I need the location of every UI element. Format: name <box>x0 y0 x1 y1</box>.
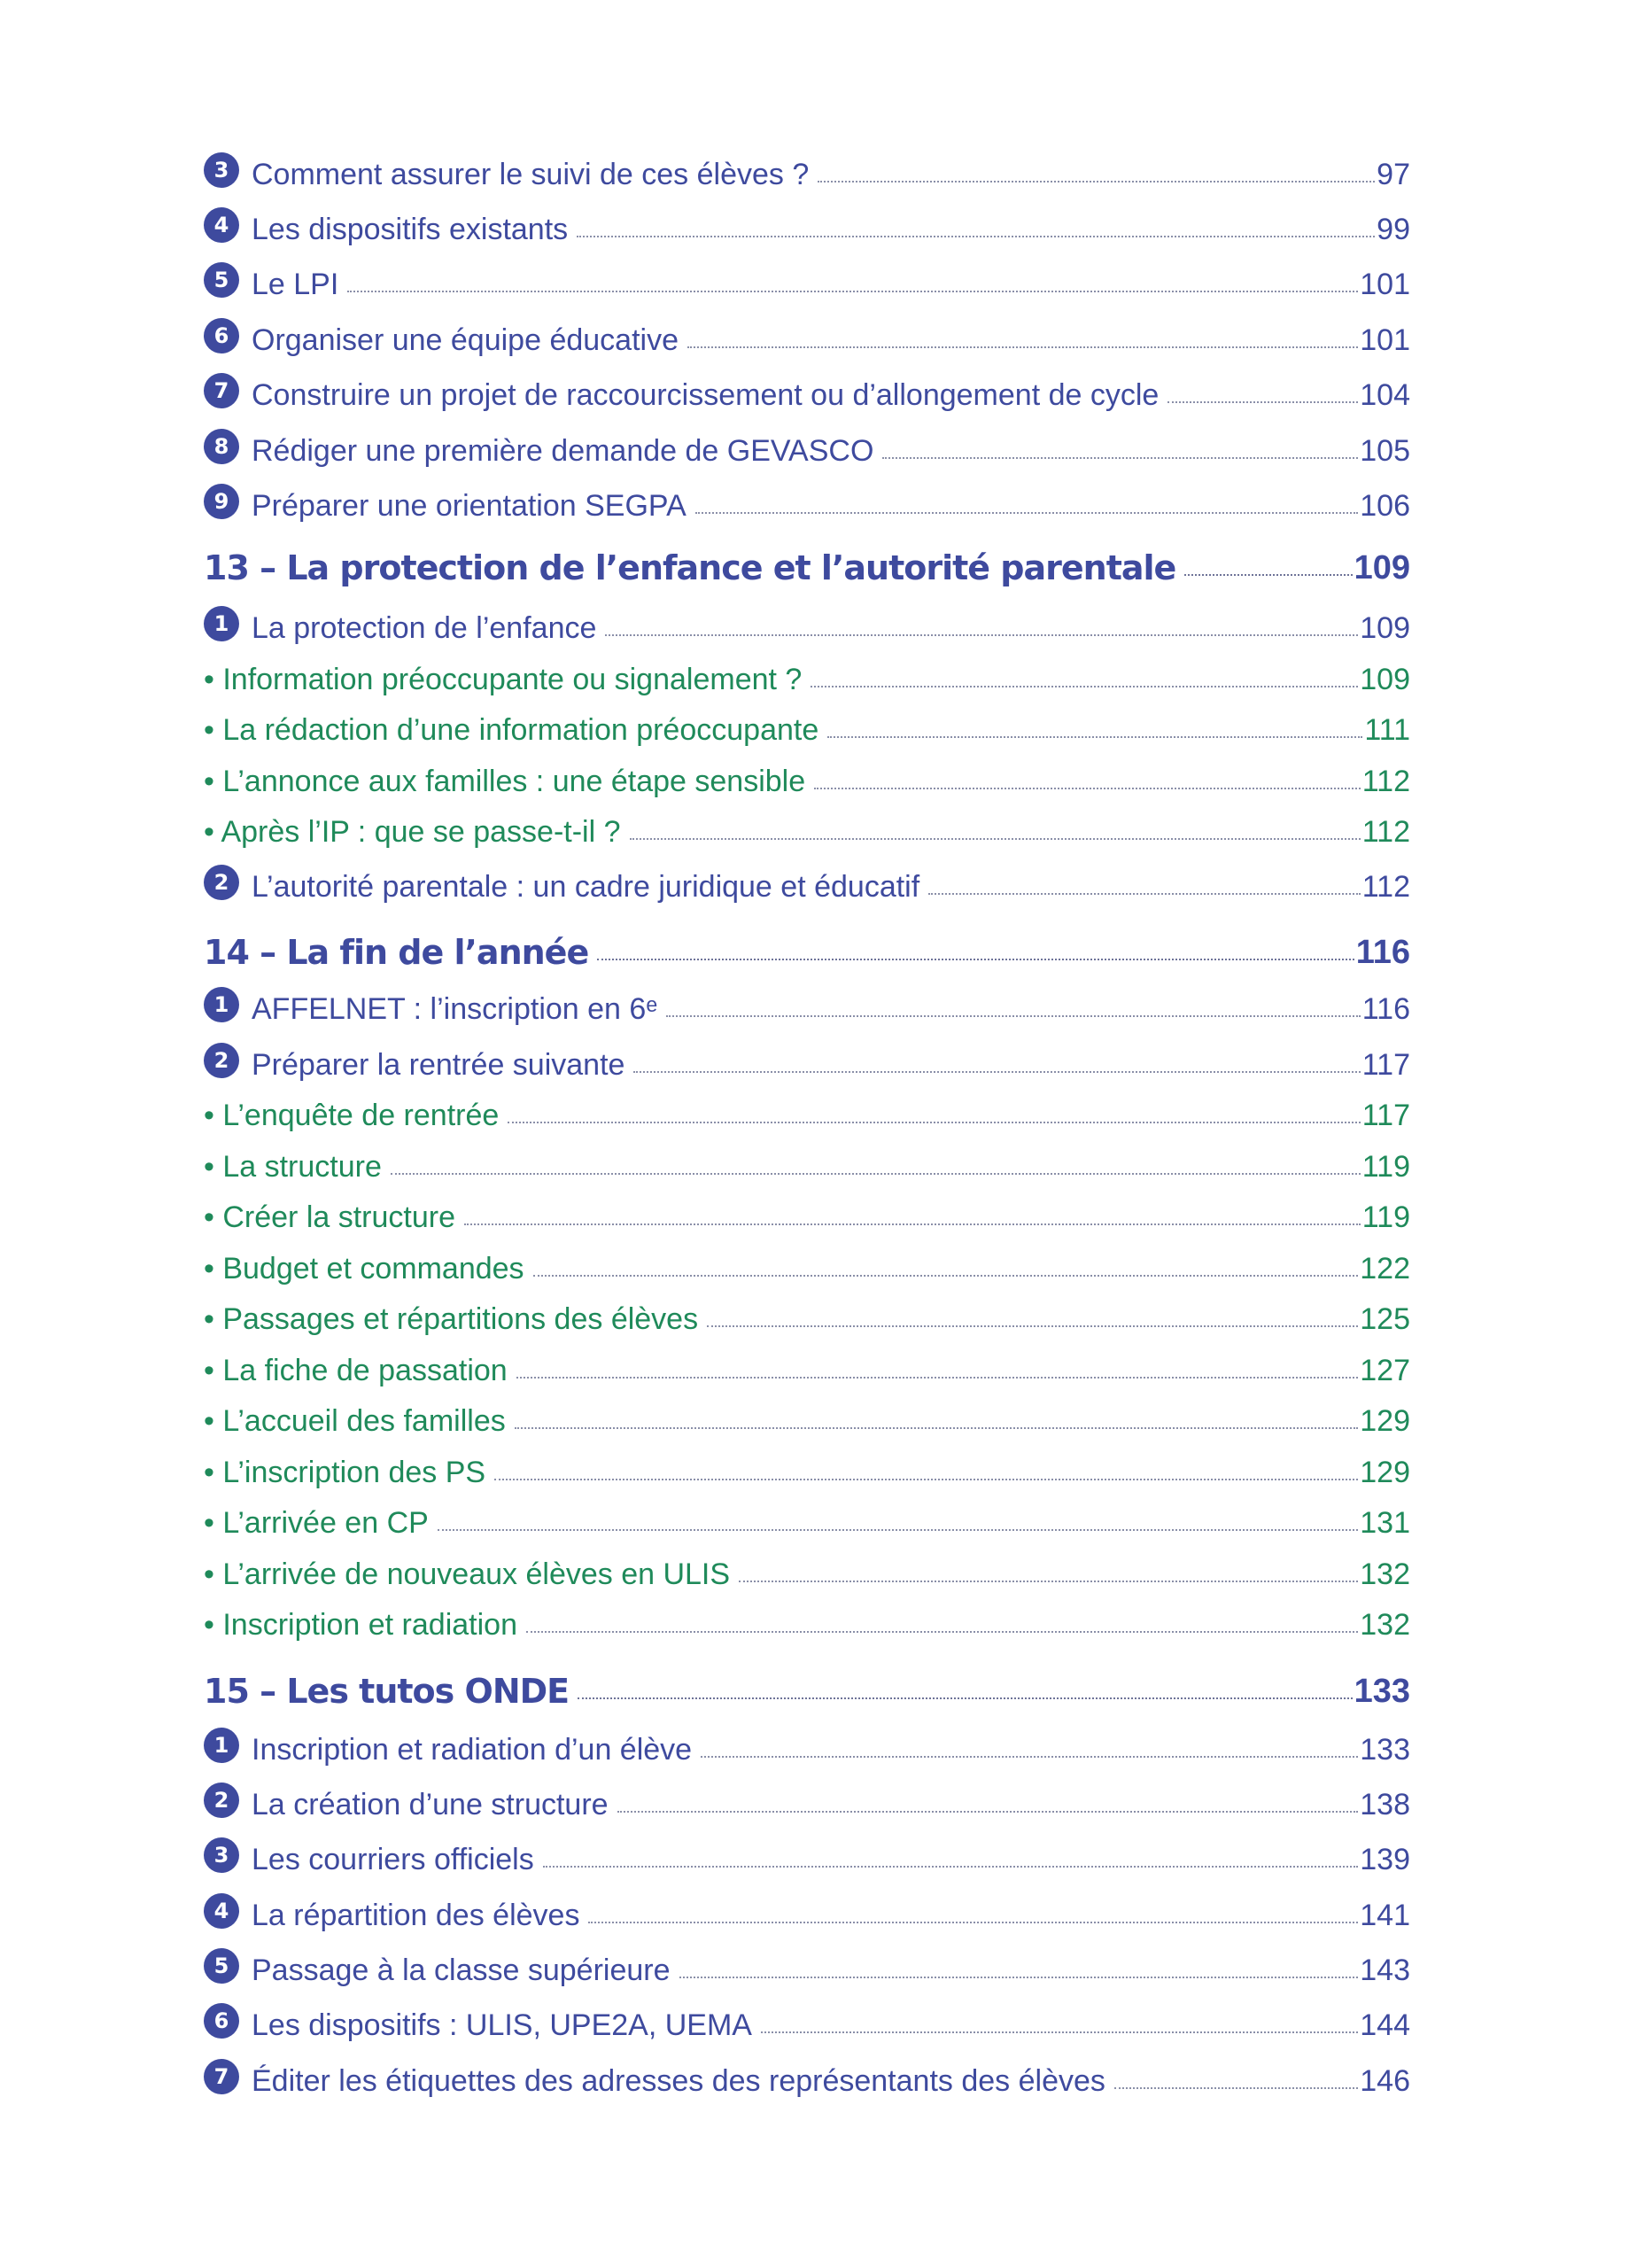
toc-entry <box>204 2000 1410 2044</box>
dot-leader <box>543 1866 1359 1868</box>
dot-leader <box>882 457 1358 459</box>
dot-leader <box>633 1071 1360 1073</box>
page-number: 109 <box>1354 549 1410 586</box>
dot-leader <box>515 1427 1359 1429</box>
toc-subentry <box>204 1497 1410 1542</box>
entry-title: Éditer les étiquettes des adresses des représentants des élèves <box>252 2064 1105 2098</box>
page-number: 129 <box>1360 1404 1410 1438</box>
entry-number-badge: 3 <box>204 1837 239 1873</box>
dot-leader <box>1114 2087 1358 2089</box>
entry-title: • Après l’IP : que se passe-t-il ? <box>204 815 621 849</box>
dot-leader <box>827 736 1362 738</box>
toc-subentry <box>204 1192 1410 1236</box>
toc-subentry <box>204 1243 1410 1287</box>
chapter-heading <box>204 1666 1410 1710</box>
page-number: 125 <box>1360 1302 1410 1336</box>
page-number: 101 <box>1360 323 1410 357</box>
dot-leader <box>588 1922 1358 1923</box>
entry-title: Inscription et radiation d’un élève <box>252 1733 693 1767</box>
dot-leader <box>679 1977 1359 1978</box>
entry-title: Les dispositifs : ULIS, UPE2A, UEMA <box>252 2008 752 2042</box>
entry-title: • Passages et répartitions des élèves <box>204 1302 699 1336</box>
toc-entry <box>204 1039 1410 1084</box>
entry-number-badge: 5 <box>204 1948 239 1984</box>
entry-number-badge: 5 <box>204 262 239 298</box>
page-number: 101 <box>1360 268 1410 301</box>
dot-leader <box>526 1631 1358 1633</box>
entry-title: Organiser une équipe éducative <box>252 323 679 357</box>
entry-title: Les courriers officiels <box>252 1843 534 1876</box>
toc-subentry <box>204 704 1410 749</box>
entry-title: • L’annonce aux familles : une étape sensible <box>204 765 806 798</box>
entry-title: 15 – Les tutos ONDE <box>204 1672 570 1711</box>
toc-subentry <box>204 654 1410 698</box>
page-number: 116 <box>1355 934 1410 971</box>
page-number: 109 <box>1360 611 1410 645</box>
page-number: 97 <box>1377 158 1410 191</box>
entry-title: • La fiche de passation <box>204 1354 508 1387</box>
dot-leader <box>617 1811 1359 1813</box>
entry-number-badge: 6 <box>204 2003 239 2039</box>
entry-title: Passage à la classe supérieure <box>252 1953 671 1987</box>
toc-entry <box>204 1834 1410 1878</box>
entry-number-badge: 7 <box>204 373 239 408</box>
toc-entry <box>204 149 1410 193</box>
entry-title: Comment assurer le suivi de ces élèves ? <box>252 158 810 191</box>
page-number: 109 <box>1360 663 1410 696</box>
entry-number-badge: 3 <box>204 152 239 188</box>
dot-leader <box>578 1697 1352 1699</box>
page-number: 138 <box>1360 1788 1410 1821</box>
page-number: 112 <box>1361 765 1410 798</box>
toc-subentry <box>204 756 1410 800</box>
entry-title: Rédiger une première demande de GEVASCO <box>252 434 874 468</box>
page-number: 112 <box>1361 815 1410 849</box>
toc-entry <box>204 204 1410 248</box>
toc-entry <box>204 1945 1410 1989</box>
page-number: 104 <box>1360 378 1410 412</box>
toc-entry <box>204 369 1410 414</box>
entry-number-badge: 4 <box>204 207 239 243</box>
toc-entry <box>204 1724 1410 1768</box>
entry-title: • L’enquête de rentrée <box>204 1099 500 1132</box>
entry-title: • L’arrivée de nouveaux élèves en ULIS <box>204 1557 731 1591</box>
dot-leader <box>695 512 1359 514</box>
dot-leader <box>666 1015 1361 1017</box>
page-number: 132 <box>1360 1608 1410 1642</box>
entry-number-badge: 9 <box>204 484 239 519</box>
dot-leader <box>516 1377 1359 1379</box>
page-number: 129 <box>1360 1456 1410 1489</box>
page-number: 112 <box>1361 870 1410 904</box>
entry-title: Construire un projet de raccourcissement ou d’allongement de cycle <box>252 378 1160 412</box>
entry-title: Le LPI <box>252 268 339 301</box>
toc-entry <box>204 861 1410 905</box>
entry-title: 13 – La protection de l’enfance et l’autorité parentale <box>204 548 1176 587</box>
toc-subentry <box>204 1599 1410 1643</box>
page-number: 127 <box>1360 1354 1410 1387</box>
entry-title: La protection de l’enfance <box>252 611 597 645</box>
dot-leader <box>761 2031 1358 2033</box>
dot-leader <box>347 291 1358 292</box>
page-number: 132 <box>1360 1557 1410 1591</box>
toc-entry <box>204 1779 1410 1823</box>
entry-title: La création d’une structure <box>252 1788 609 1821</box>
page-number: 119 <box>1361 1200 1410 1234</box>
toc-subentry <box>204 806 1410 850</box>
page-number: 116 <box>1361 992 1410 1026</box>
toc-entry <box>204 983 1410 1028</box>
dot-leader <box>597 959 1354 960</box>
dot-leader <box>928 893 1361 895</box>
chapter-heading <box>204 927 1410 971</box>
entry-number-badge: 1 <box>204 606 239 641</box>
dot-leader <box>687 346 1358 348</box>
dot-leader <box>707 1325 1358 1327</box>
page-number: 106 <box>1360 489 1410 523</box>
dot-leader <box>464 1223 1361 1225</box>
toc-entry <box>204 1890 1410 1934</box>
page-number: 131 <box>1360 1506 1410 1540</box>
toc-entry <box>204 315 1410 359</box>
toc-subentry <box>204 1549 1410 1593</box>
entry-title: • Information préoccupante ou signalement ? <box>204 663 803 696</box>
dot-leader <box>533 1275 1359 1277</box>
page-number: 143 <box>1360 1953 1410 1987</box>
dot-leader <box>814 788 1361 789</box>
chapter-heading <box>204 542 1410 586</box>
toc-subentry <box>204 1447 1410 1491</box>
dot-leader <box>438 1529 1358 1531</box>
entry-title: AFFELNET : l’inscription en 6ᵉ <box>252 992 657 1026</box>
dot-leader <box>508 1122 1361 1123</box>
toc-entry <box>204 425 1410 470</box>
entry-title: L’autorité parentale : un cadre juridique et éducatif <box>252 870 920 904</box>
toc-entry <box>204 480 1410 524</box>
page-number: 139 <box>1360 1843 1410 1876</box>
entry-title: Préparer une orientation SEGPA <box>252 489 687 523</box>
entry-number-badge: 2 <box>204 1043 239 1078</box>
page-number: 133 <box>1360 1733 1410 1767</box>
page-number: 146 <box>1360 2064 1410 2098</box>
entry-number-badge: 8 <box>204 429 239 464</box>
dot-leader <box>605 634 1358 636</box>
toc-entry <box>204 2055 1410 2100</box>
entry-number-badge: 1 <box>204 987 239 1022</box>
toc-subentry <box>204 1090 1410 1134</box>
entry-title: • Inscription et radiation <box>204 1608 517 1642</box>
page-number: 117 <box>1361 1099 1410 1132</box>
page-number: 141 <box>1360 1899 1410 1932</box>
dot-leader <box>1184 574 1352 576</box>
entry-number-badge: 6 <box>204 318 239 353</box>
entry-number-badge: 2 <box>204 1783 239 1818</box>
entry-number-badge: 2 <box>204 865 239 900</box>
entry-title: • L’arrivée en CP <box>204 1506 429 1540</box>
entry-title: 14 – La fin de l’année <box>204 933 589 972</box>
toc-subentry <box>204 1395 1410 1440</box>
dot-leader <box>630 838 1361 840</box>
toc-entry <box>204 602 1410 647</box>
page-number: 144 <box>1360 2008 1410 2042</box>
entry-number-badge: 1 <box>204 1728 239 1763</box>
entry-title: Préparer la rentrée suivante <box>252 1048 625 1082</box>
entry-title: • Créer la structure <box>204 1200 455 1234</box>
entry-title: • L’inscription des PS <box>204 1456 486 1489</box>
toc-subentry <box>204 1345 1410 1389</box>
entry-number-badge: 7 <box>204 2059 239 2094</box>
dot-leader <box>739 1581 1358 1582</box>
entry-title: • La rédaction d’une information préoccupante <box>204 713 819 747</box>
page-number: 122 <box>1360 1252 1410 1285</box>
entry-title: La répartition des élèves <box>252 1899 580 1932</box>
page-number: 133 <box>1354 1673 1410 1710</box>
dot-leader <box>818 181 1375 183</box>
page-number: 119 <box>1361 1150 1410 1184</box>
dot-leader <box>1167 401 1358 403</box>
dot-leader <box>701 1756 1358 1758</box>
entry-number-badge: 4 <box>204 1893 239 1929</box>
entry-title: • L’accueil des familles <box>204 1404 506 1438</box>
toc-subentry <box>204 1293 1410 1338</box>
entry-title: • La structure <box>204 1150 382 1184</box>
entry-title: • Budget et commandes <box>204 1252 524 1285</box>
dot-leader <box>811 686 1358 687</box>
dot-leader <box>391 1173 1361 1175</box>
page-number: 117 <box>1361 1048 1410 1082</box>
page-number: 111 <box>1364 713 1410 747</box>
dot-leader <box>494 1479 1358 1480</box>
toc-entry <box>204 259 1410 303</box>
entry-title: Les dispositifs existants <box>252 213 569 246</box>
toc-subentry <box>204 1141 1410 1185</box>
page-number: 99 <box>1377 213 1410 246</box>
page-number: 105 <box>1360 434 1410 468</box>
dot-leader <box>577 236 1375 237</box>
